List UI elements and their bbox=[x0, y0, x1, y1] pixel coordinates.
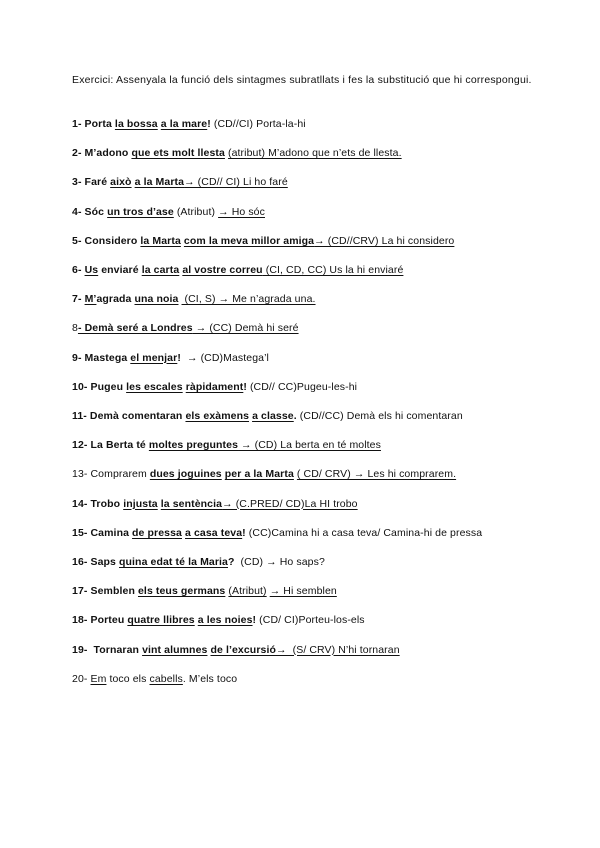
exercise-text-segment: M’ bbox=[84, 293, 97, 306]
exercise-text-segment: a les noies bbox=[197, 614, 253, 627]
exercise-text-segment: moltes preguntes bbox=[148, 439, 239, 452]
exercise-text-segment: 3- Faré bbox=[72, 176, 111, 189]
exercise-text-segment: que ets molt llesta bbox=[131, 147, 225, 160]
exercise-text-segment: (atribut) M’adono que n’ets de llesta. bbox=[227, 147, 402, 160]
exercise-text-segment: quina edat té la Maria bbox=[119, 556, 228, 568]
exercise-text-segment: a la Marta bbox=[134, 176, 185, 189]
exercise-text-segment: (CD//CI) Porta-la-hi bbox=[210, 118, 306, 130]
exercise-text-segment: a casa teva bbox=[185, 526, 243, 539]
exercise-text-segment: la bossa bbox=[114, 118, 158, 130]
exercise-item bbox=[72, 205, 265, 219]
exercise-text-segment: agrada bbox=[96, 293, 135, 306]
exercise-text-segment: 2- M’adono bbox=[72, 147, 132, 160]
exercise-text-segment: les escales bbox=[126, 380, 183, 393]
exercise-text-segment: ! bbox=[252, 614, 257, 627]
exercise-text-segment: la Marta bbox=[140, 234, 181, 247]
exercise-text-segment: 14- Trobo bbox=[72, 497, 124, 510]
exercise-text-segment: (CD//CC) Demà els hi comentaran bbox=[296, 410, 463, 422]
exercise-text-segment: → Hi semblen bbox=[269, 585, 337, 598]
exercise-text-segment: 17- Semblen bbox=[72, 585, 138, 598]
exercise-item bbox=[72, 672, 237, 686]
exercise-text-segment: els exàmens bbox=[185, 410, 250, 422]
exercise-text-segment: 6- bbox=[72, 264, 85, 276]
exercise-text-segment: ! bbox=[177, 351, 181, 364]
exercise-text-segment: quatre llibres bbox=[127, 614, 195, 627]
exercise-instructions: Exercici: Assenyala la funció dels sintagmes subratllats i fes la substitució que hi correspongui. bbox=[72, 74, 532, 86]
exercise-text-segment: vint alumnes bbox=[142, 643, 208, 656]
exercise-text-segment: una noia bbox=[134, 293, 179, 306]
exercise-item bbox=[72, 234, 454, 248]
exercise-text-segment: un tros d’ase bbox=[107, 205, 174, 218]
exercise-text-segment: a classe bbox=[252, 410, 294, 422]
exercise-text-segment: 5- Considero bbox=[72, 234, 141, 247]
exercise-text-segment: (Atribut) bbox=[228, 585, 267, 598]
exercise-text-segment: 15- Camina bbox=[72, 526, 133, 539]
exercise-item bbox=[72, 613, 365, 627]
exercise-text-segment: 1- Porta bbox=[72, 118, 115, 130]
exercise-item bbox=[72, 409, 463, 423]
exercise-text-segment: els teus germans bbox=[137, 585, 226, 598]
exercise-text-segment: ? bbox=[228, 556, 235, 568]
exercise-item bbox=[72, 263, 403, 277]
exercise-text-segment: 7- bbox=[72, 293, 85, 306]
exercise-item bbox=[72, 292, 316, 306]
exercise-text-segment: cabells bbox=[149, 672, 183, 685]
exercise-text-segment: a la mare bbox=[160, 118, 208, 130]
exercise-item bbox=[72, 497, 358, 511]
exercise-text-segment: → (CD// CI) Li ho faré bbox=[184, 176, 288, 189]
exercise-text-segment: → Ho sóc bbox=[218, 205, 265, 218]
exercise-item bbox=[72, 175, 288, 189]
exercise-text-segment: 13- Comprarem bbox=[72, 468, 150, 481]
exercise-item bbox=[72, 467, 456, 481]
exercise-text-segment: de pressa bbox=[132, 526, 182, 539]
exercise-text-segment: (CC)Camina hi a casa teva/ Camina-hi de pressa bbox=[245, 526, 483, 539]
exercise-text-segment: 20- bbox=[72, 672, 91, 685]
exercise-item bbox=[72, 321, 299, 335]
exercise-text-segment: 16- Saps bbox=[72, 556, 120, 568]
exercise-text-segment: ! bbox=[243, 380, 247, 393]
exercise-text-segment: → (CC) Demà hi seré bbox=[192, 322, 299, 335]
exercise-item bbox=[72, 438, 381, 452]
exercise-text-segment: 9- Mastega bbox=[72, 351, 131, 364]
exercise-text-segment: dues joguines bbox=[149, 468, 222, 481]
exercise-text-segment: → (CD//CRV) La hi considero bbox=[314, 234, 455, 247]
exercise-item bbox=[72, 555, 325, 569]
exercise-text-segment: al vostre correu bbox=[182, 264, 263, 276]
exercise-text-segment: (Atribut) bbox=[173, 205, 219, 218]
exercise-item bbox=[72, 643, 400, 657]
exercise-text-segment: 18- Porteu bbox=[72, 614, 128, 627]
exercise-text-segment: (CD) → Ho saps? bbox=[234, 556, 325, 568]
exercise-text-segment: injusta bbox=[123, 497, 158, 510]
exercise-text-segment: per a la Marta bbox=[224, 468, 294, 481]
exercise-text-segment: 10- Pugeu bbox=[72, 380, 127, 393]
exercise-item bbox=[72, 146, 402, 160]
exercise-item bbox=[72, 351, 269, 365]
exercise-text-segment: 4- Sóc bbox=[72, 205, 108, 218]
exercise-text-segment: 11- Demà comentaran bbox=[72, 410, 186, 422]
exercise-text-segment: . bbox=[293, 410, 297, 422]
exercise-item bbox=[72, 380, 357, 394]
exercise-item bbox=[72, 117, 306, 131]
exercise-text-segment: 8 bbox=[72, 322, 78, 335]
exercise-text-segment: ! bbox=[207, 118, 211, 130]
exercise-text-segment: 19- Tornaran bbox=[72, 643, 143, 656]
exercise-text-segment: → (C.PRED/ CD)La HI trobo bbox=[222, 497, 358, 510]
exercise-text-segment: la sentència bbox=[160, 497, 223, 510]
exercise-text-segment: (CI, S) → Me n’agrada una. bbox=[181, 293, 316, 306]
exercise-text-segment: - Demà seré a Londres bbox=[77, 322, 193, 335]
exercise-text-segment: Us bbox=[84, 264, 99, 276]
exercise-text-segment: el menjar bbox=[130, 351, 178, 364]
exercise-text-segment: → (CD) La berta en té moltes bbox=[238, 439, 381, 452]
exercise-item bbox=[72, 584, 337, 598]
exercise-text-segment: toco els bbox=[106, 672, 150, 685]
exercise-item bbox=[72, 526, 482, 540]
exercise-text-segment: ( CD/ CRV) → Les hi comprarem. bbox=[296, 468, 457, 481]
exercise-text-segment: de l’excursió bbox=[210, 643, 276, 656]
exercise-text-segment: això bbox=[110, 176, 132, 189]
exercise-text-segment: → (S/ CRV) N’hi tornaran bbox=[275, 643, 400, 656]
exercise-text-segment: la carta bbox=[141, 264, 180, 276]
exercise-text-segment: . M’els toco bbox=[182, 672, 238, 685]
exercise-text-segment: (CD// CC)Pugeu-les-hi bbox=[246, 380, 358, 393]
exercise-text-segment: ràpidament bbox=[185, 380, 244, 393]
exercise-text-segment: 12- La Berta té bbox=[72, 439, 149, 452]
exercise-text-segment: (CD/ CI)Porteu-los-els bbox=[256, 614, 365, 627]
exercise-text-segment: com la meva millor amiga bbox=[183, 234, 315, 247]
exercise-text-segment: (CI, CD, CC) Us la hi enviaré bbox=[262, 264, 404, 276]
exercise-text-segment: ! bbox=[242, 526, 246, 539]
exercise-text-segment: enviaré bbox=[98, 264, 142, 276]
exercise-text-segment: Em bbox=[90, 672, 107, 685]
exercise-text-segment: → (CD)Mastega’l bbox=[180, 351, 269, 364]
